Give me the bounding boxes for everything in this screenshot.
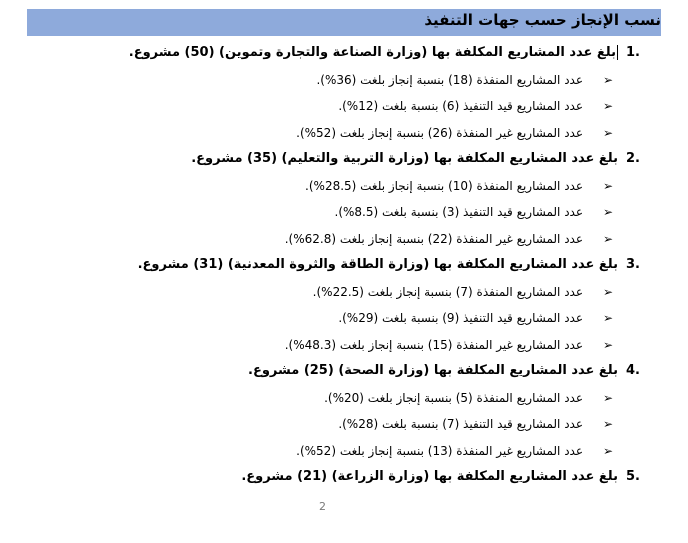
list-item[interactable] [60,67,640,94]
section-number: 1. [626,45,640,60]
list-item[interactable] [60,385,640,412]
list-item[interactable] [60,93,640,120]
list-item[interactable] [60,438,640,465]
list-item[interactable] [60,411,640,438]
arrow-bullet-icon: ➢ [602,99,613,113]
list-item[interactable] [60,226,640,253]
arrow-bullet-icon: ➢ [602,284,613,299]
list-item[interactable] [60,279,640,306]
list-item-text: عدد المشاريع المنفذة (10) بنسبة إنجاز بلغت (28.5%). [305,178,583,193]
section-line[interactable] [60,358,640,385]
arrow-bullet-icon: ➢ [602,417,613,431]
list-item-text: عدد المشاريع غير المنفذة (13) بنسبة إنجاز بلغت (52%). [296,443,583,458]
section-line[interactable] [60,464,640,491]
section-2 [60,146,640,252]
list-item-text: عدد المشاريع المنفذة (5) بنسبة إنجاز بلغت (20%). [324,390,583,405]
list-item-text: عدد المشاريع المنفذة (7) بنسبة إنجاز بلغت (22.5%). [312,284,583,299]
section-text: بلغ عدد المشاريع المكلفة بها (وزارة الطاقة والثروة المعدنية) (31) مشروع. [137,257,618,272]
section-text: بلغ عدد المشاريع المكلفة بها (وزارة الزراعة) (21) مشروع. [241,469,618,484]
section-text: بلغ عدد المشاريع المكلفة بها (وزارة الصحة) (25) مشروع. [248,363,618,378]
section-3 [60,252,640,358]
section-number: 3. [626,257,640,272]
list-item[interactable] [60,332,640,359]
text-cursor [617,45,618,60]
list-item[interactable] [60,305,640,332]
arrow-bullet-icon: ➢ [602,72,613,87]
section-text: بلغ عدد المشاريع المكلفة بها (وزارة الصناعة والتجارة وتموين) (50) مشروع. [128,45,616,60]
bullet-list [60,67,640,147]
section-5 [60,464,640,491]
arrow-bullet-icon: ➢ [602,205,613,219]
arrow-bullet-icon: ➢ [602,311,613,325]
section-text: بلغ عدد المشاريع المكلفة بها (وزارة التربية والتعليم) (35) مشروع. [191,151,618,166]
section-list [60,40,640,491]
list-item[interactable] [60,120,640,147]
section-heading-bar [27,9,661,36]
section-line[interactable] [60,252,640,279]
arrow-bullet-icon: ➢ [602,443,613,458]
list-item[interactable] [60,173,640,200]
section-1 [60,40,640,146]
list-item-text: عدد المشاريع غير المنفذة (15) بنسبة إنجاز بلغت (48.3%). [284,337,583,352]
section-4 [60,358,640,464]
list-item[interactable] [60,199,640,226]
bullet-list [60,173,640,253]
arrow-bullet-icon: ➢ [602,390,613,405]
list-item-text: عدد المشاريع غير المنفذة (26) بنسبة إنجاز بلغت (52%). [296,125,583,140]
section-heading[interactable]: نسب الإنجاز حسب جهات التنفيذ [424,11,661,29]
bullet-list [60,385,640,465]
page-number: 2 [319,500,326,513]
list-item-text: عدد المشاريع قيد التنفيذ (6) بنسبة بلغت (12%). [338,99,583,113]
list-item-text: عدد المشاريع قيد التنفيذ (9) بنسبة بلغت (29%). [338,311,583,325]
section-number: 4. [626,363,640,378]
arrow-bullet-icon: ➢ [602,337,613,352]
list-item-text: عدد المشاريع قيد التنفيذ (7) بنسبة بلغت (28%). [338,417,583,431]
section-number: 2. [626,151,640,166]
section-line[interactable] [60,146,640,173]
section-line[interactable] [60,40,640,67]
list-item-text: عدد المشاريع قيد التنفيذ (3) بنسبة بلغت (8.5%). [334,205,583,219]
list-item-text: عدد المشاريع غير المنفذة (22) بنسبة إنجاز بلغت (62.8%). [284,231,583,246]
arrow-bullet-icon: ➢ [602,231,613,246]
section-number: 5. [626,469,640,484]
list-item-text: عدد المشاريع المنفذة (18) بنسبة إنجاز بلغت (36%). [316,72,583,87]
arrow-bullet-icon: ➢ [602,125,613,140]
arrow-bullet-icon: ➢ [602,178,613,193]
bullet-list [60,279,640,359]
